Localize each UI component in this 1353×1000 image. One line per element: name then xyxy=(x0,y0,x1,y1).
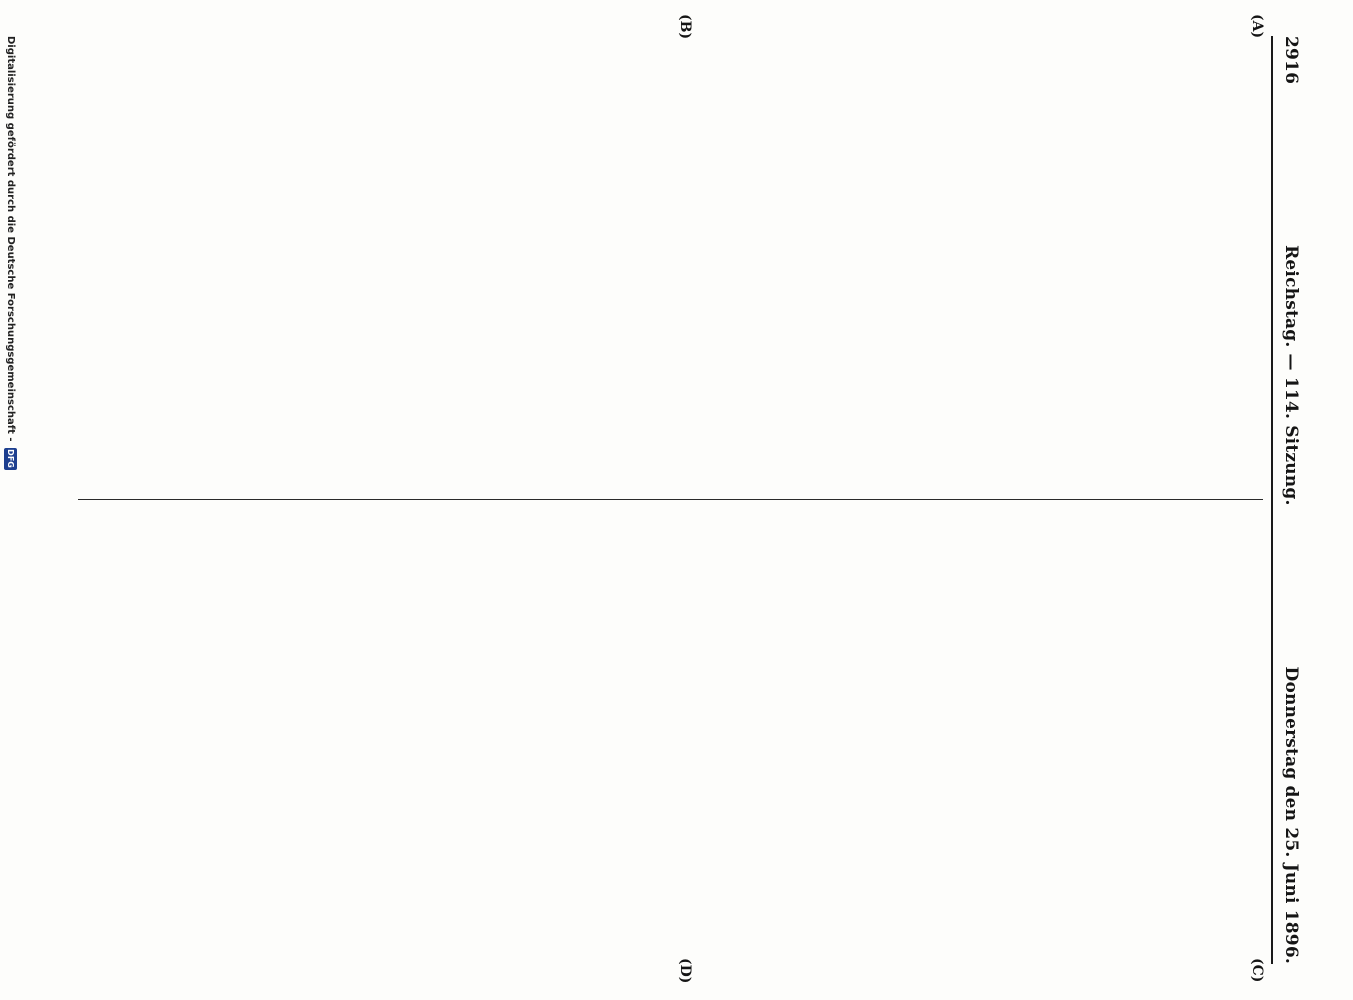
margin-mark-a: (A) xyxy=(1249,14,1265,39)
column-divider xyxy=(78,499,1263,500)
page-number: 2916 xyxy=(1281,36,1301,85)
page-date: Donnerstag den 25. Juni 1896. xyxy=(1281,666,1301,964)
right-column xyxy=(75,510,1265,952)
page-header xyxy=(1275,36,1301,964)
page-title: Reichstag. — 114. Sitzung. xyxy=(1281,245,1301,506)
margin-mark-b: (B) xyxy=(677,14,693,40)
dfg-logo-icon: DFG xyxy=(6,449,16,468)
left-column xyxy=(75,48,1265,490)
footer-credit: Digitalisierung gefördert durch die Deutsche Forschungsgemeinschaft - xyxy=(5,36,17,442)
margin-mark-d: (D) xyxy=(677,958,693,984)
header-rule xyxy=(1271,36,1273,964)
margin-mark-c: (C) xyxy=(1249,958,1265,983)
digitization-footer xyxy=(0,36,22,470)
